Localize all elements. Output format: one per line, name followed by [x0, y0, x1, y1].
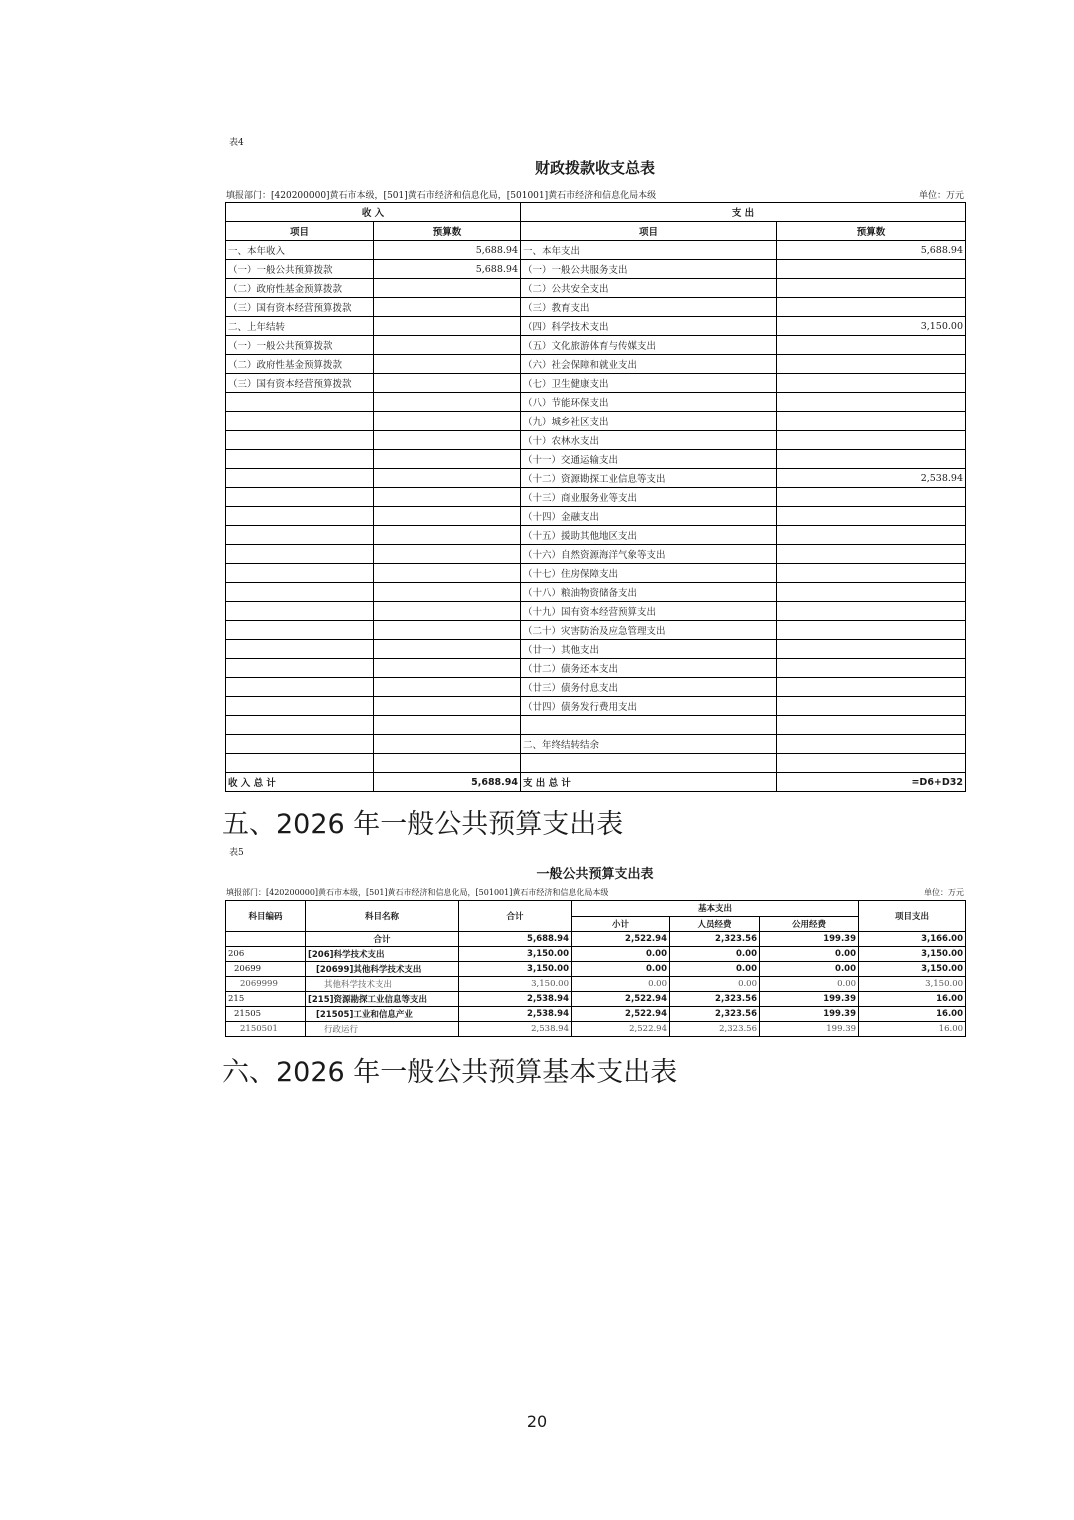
- expense-item-header: 项目: [521, 222, 777, 241]
- personnel-value: 0.00: [670, 947, 760, 962]
- income-item: [226, 431, 374, 450]
- expense-budget: [777, 545, 966, 564]
- table4-row: [226, 754, 966, 773]
- subject-name: [206]科学技术支出: [306, 947, 459, 962]
- expense-item: （十四）金融支出: [521, 507, 777, 526]
- expense-budget: [777, 336, 966, 355]
- expense-budget: [777, 355, 966, 374]
- table4-row: [226, 640, 966, 659]
- subject-name: 其他科学技术支出: [306, 977, 459, 992]
- table4-row: [226, 526, 966, 545]
- total-value: 2,538.94: [459, 1007, 572, 1022]
- table4-row: [226, 564, 966, 583]
- expense-budget: [777, 621, 966, 640]
- income-item: [226, 735, 374, 754]
- expense-item: （八）节能环保支出: [521, 393, 777, 412]
- expense-item: （九）城乡社区支出: [521, 412, 777, 431]
- income-item: （一）一般公共预算拨款: [226, 336, 374, 355]
- income-item: [226, 450, 374, 469]
- table5-row: [226, 932, 966, 947]
- personnel-value: 2,323.56: [670, 1022, 760, 1037]
- income-item: [226, 621, 374, 640]
- expense-item: （三）教育支出: [521, 298, 777, 317]
- expense-budget: [777, 583, 966, 602]
- subject-code: 2150501: [226, 1022, 306, 1037]
- project-value: 3,150.00: [859, 962, 966, 977]
- subject-name: [215]资源勘探工业信息等支出: [306, 992, 459, 1007]
- total-value: 2,538.94: [459, 1022, 572, 1037]
- expense-budget: [777, 488, 966, 507]
- total-value: 3,150.00: [459, 977, 572, 992]
- income-budget: [374, 488, 521, 507]
- heading-section-6: 六、2026 年一般公共预算基本支出表: [222, 1057, 678, 1088]
- table4-row: [226, 241, 966, 260]
- table4-row: [226, 412, 966, 431]
- expense-item: （十一）交通运输支出: [521, 450, 777, 469]
- table4-row: [226, 298, 966, 317]
- income-budget: [374, 279, 521, 298]
- income-budget: [374, 697, 521, 716]
- expense-item: （二）公共安全支出: [521, 279, 777, 298]
- income-budget: [374, 507, 521, 526]
- project-value: 3,166.00: [859, 932, 966, 947]
- income-budget: [374, 678, 521, 697]
- income-budget: [374, 412, 521, 431]
- expense-item: 一、本年支出: [521, 241, 777, 260]
- subtotal-value: 2,522.94: [572, 932, 670, 947]
- income-item: [226, 678, 374, 697]
- income-budget: [374, 317, 521, 336]
- table5-row: [226, 962, 966, 977]
- project-header: 项目支出: [859, 901, 966, 932]
- subject-code: 206: [226, 947, 306, 962]
- subject-code: 2069999: [226, 977, 306, 992]
- table4-total-row: [226, 773, 966, 792]
- income-item: [226, 716, 374, 735]
- expense-item: 二、年终结转结余: [521, 735, 777, 754]
- total-expense-label: 支 出 总 计: [521, 773, 777, 792]
- public-header: 公用经费: [760, 916, 859, 932]
- total-value: 2,538.94: [459, 992, 572, 1007]
- public-value: 0.00: [760, 977, 859, 992]
- income-budget: [374, 640, 521, 659]
- income-item: [226, 640, 374, 659]
- table4-row: [226, 659, 966, 678]
- table5-row: [226, 992, 966, 1007]
- personnel-value: 2,323.56: [670, 932, 760, 947]
- total-value: 3,150.00: [459, 947, 572, 962]
- total-income-label: 收 入 总 计: [226, 773, 374, 792]
- total-header: 合计: [459, 901, 572, 932]
- income-item: [226, 488, 374, 507]
- income-item: [226, 659, 374, 678]
- table4-row: [226, 355, 966, 374]
- expense-item: （十二）资源勘探工业信息等支出: [521, 469, 777, 488]
- income-budget: [374, 621, 521, 640]
- expense-budget: [777, 716, 966, 735]
- subtotal-value: 2,522.94: [572, 992, 670, 1007]
- expense-budget: [777, 526, 966, 545]
- subtotal-value: 0.00: [572, 977, 670, 992]
- expense-budget: [777, 393, 966, 412]
- income-item: [226, 507, 374, 526]
- expense-budget: [777, 735, 966, 754]
- expense-budget: 2,538.94: [777, 469, 966, 488]
- subtotal-value: 0.00: [572, 962, 670, 977]
- income-budget: 5,688.94: [374, 260, 521, 279]
- income-item: 二、上年结转: [226, 317, 374, 336]
- table4-row: [226, 374, 966, 393]
- table4-row: [226, 279, 966, 298]
- table4-row: [226, 697, 966, 716]
- expense-item: （五）文化旅游体育与传媒支出: [521, 336, 777, 355]
- income-item-header: 项目: [226, 222, 374, 241]
- income-item: [226, 583, 374, 602]
- subject-code: 215: [226, 992, 306, 1007]
- subject-code: 20699: [226, 962, 306, 977]
- income-item: [226, 393, 374, 412]
- table4-header-cols: [226, 222, 966, 241]
- income-header: 收 入: [226, 203, 521, 222]
- subject-code: [226, 932, 306, 947]
- subject-name: 行政运行: [306, 1022, 459, 1037]
- subtotal-value: 0.00: [572, 947, 670, 962]
- fiscal-summary-table: [225, 202, 966, 792]
- table4-row: [226, 431, 966, 450]
- personnel-value: 2,323.56: [670, 992, 760, 1007]
- public-value: 199.39: [760, 1022, 859, 1037]
- table4-unit: 单位：万元: [918, 191, 964, 201]
- table4-note: 表4: [229, 138, 244, 148]
- expense-item: （十八）粮油物资储备支出: [521, 583, 777, 602]
- personnel-value: 2,323.56: [670, 1007, 760, 1022]
- income-budget-header: 预算数: [374, 222, 521, 241]
- expense-budget: 5,688.94: [777, 241, 966, 260]
- public-value: 0.00: [760, 947, 859, 962]
- income-budget: [374, 583, 521, 602]
- expense-item: （廿一）其他支出: [521, 640, 777, 659]
- expense-budget: [777, 697, 966, 716]
- income-budget: [374, 545, 521, 564]
- public-value: 199.39: [760, 1007, 859, 1022]
- project-value: 16.00: [859, 992, 966, 1007]
- expense-budget-header: 预算数: [777, 222, 966, 241]
- expense-item: （十三）商业服务业等支出: [521, 488, 777, 507]
- project-value: 16.00: [859, 1022, 966, 1037]
- expense-item: （廿二）债务还本支出: [521, 659, 777, 678]
- income-budget: [374, 450, 521, 469]
- general-budget-expense-table: [225, 900, 966, 1037]
- income-item: [226, 602, 374, 621]
- expense-header: 支 出: [521, 203, 966, 222]
- table4-row: [226, 469, 966, 488]
- income-budget: [374, 716, 521, 735]
- page-number: 20: [526, 1412, 548, 1431]
- table4-row: [226, 393, 966, 412]
- income-budget: [374, 393, 521, 412]
- expense-item: [521, 754, 777, 773]
- table5-header-top: [226, 901, 966, 917]
- income-item: （一）一般公共预算拨款: [226, 260, 374, 279]
- expense-budget: [777, 431, 966, 450]
- name-header: 科目名称: [306, 901, 459, 932]
- income-budget: [374, 431, 521, 450]
- income-item: [226, 469, 374, 488]
- table5-note: 表5: [229, 848, 244, 858]
- total-value: 5,688.94: [459, 932, 572, 947]
- expense-item: （四）科学技术支出: [521, 317, 777, 336]
- income-item: （三）国有资本经营预算拨款: [226, 374, 374, 393]
- subject-name: [20699]其他科学技术支出: [306, 962, 459, 977]
- expense-budget: [777, 260, 966, 279]
- expense-budget: [777, 412, 966, 431]
- expense-item: （十）农林水支出: [521, 431, 777, 450]
- table4-row: [226, 583, 966, 602]
- income-budget: [374, 754, 521, 773]
- expense-budget: [777, 640, 966, 659]
- table5-row: [226, 977, 966, 992]
- income-item: 一、本年收入: [226, 241, 374, 260]
- expense-budget: 3,150.00: [777, 317, 966, 336]
- income-item: [226, 564, 374, 583]
- table4-row: [226, 507, 966, 526]
- subtotal-value: 2,522.94: [572, 1007, 670, 1022]
- total-income-value: 5,688.94: [374, 773, 521, 792]
- expense-item: （七）卫生健康支出: [521, 374, 777, 393]
- expense-budget: [777, 754, 966, 773]
- table4-row: [226, 488, 966, 507]
- table4-row: [226, 260, 966, 279]
- subject-code: 21505: [226, 1007, 306, 1022]
- table4-row: [226, 317, 966, 336]
- income-budget: [374, 735, 521, 754]
- expense-item: （十五）援助其他地区支出: [521, 526, 777, 545]
- expense-budget: [777, 564, 966, 583]
- income-budget: 5,688.94: [374, 241, 521, 260]
- table5-dept: 填报部门：[420200000]黄石市本级，[501]黄石市经济和信息化局，[501001]黄石市经济和信息化局本级: [226, 888, 609, 897]
- code-header: 科目编码: [226, 901, 306, 932]
- expense-budget: [777, 374, 966, 393]
- table4-title: 财政拨款收支总表: [534, 159, 655, 177]
- income-budget: [374, 336, 521, 355]
- table4-row: [226, 678, 966, 697]
- table4-row: [226, 450, 966, 469]
- income-item: （二）政府性基金预算拨款: [226, 279, 374, 298]
- table4-row: [226, 735, 966, 754]
- expense-budget: [777, 298, 966, 317]
- expense-item: （十七）住房保障支出: [521, 564, 777, 583]
- income-budget: [374, 374, 521, 393]
- total-value: 3,150.00: [459, 962, 572, 977]
- expense-item: （一）一般公共服务支出: [521, 260, 777, 279]
- expense-budget: [777, 678, 966, 697]
- subject-name: [21505]工业和信息产业: [306, 1007, 459, 1022]
- public-value: 199.39: [760, 932, 859, 947]
- public-value: 0.00: [760, 962, 859, 977]
- income-item: [226, 697, 374, 716]
- public-value: 199.39: [760, 992, 859, 1007]
- subject-name: 合计: [306, 932, 459, 947]
- expense-budget: [777, 279, 966, 298]
- expense-item: （廿四）债务发行费用支出: [521, 697, 777, 716]
- income-item: [226, 526, 374, 545]
- income-item: [226, 412, 374, 431]
- personnel-value: 0.00: [670, 962, 760, 977]
- expense-item: （二十）灾害防治及应急管理支出: [521, 621, 777, 640]
- table4-dept: 填报部门：[420200000]黄石市本级，[501]黄石市经济和信息化局，[501001]黄石市经济和信息化局本级: [226, 191, 657, 201]
- project-value: 3,150.00: [859, 977, 966, 992]
- personnel-value: 0.00: [670, 977, 760, 992]
- income-budget: [374, 602, 521, 621]
- expense-item: （廿三）债务付息支出: [521, 678, 777, 697]
- table4-row: [226, 621, 966, 640]
- table4-header-group: [226, 203, 966, 222]
- expense-item: （十六）自然资源海洋气象等支出: [521, 545, 777, 564]
- income-item: （二）政府性基金预算拨款: [226, 355, 374, 374]
- income-budget: [374, 298, 521, 317]
- income-budget: [374, 355, 521, 374]
- basic-header: 基本支出: [572, 901, 859, 917]
- project-value: 16.00: [859, 1007, 966, 1022]
- income-budget: [374, 469, 521, 488]
- income-item: [226, 545, 374, 564]
- project-value: 3,150.00: [859, 947, 966, 962]
- expense-budget: [777, 602, 966, 621]
- income-budget: [374, 526, 521, 545]
- expense-item: [521, 716, 777, 735]
- income-item: （三）国有资本经营预算拨款: [226, 298, 374, 317]
- table5-unit: 单位：万元: [924, 888, 964, 897]
- income-item: [226, 754, 374, 773]
- table5-row: [226, 947, 966, 962]
- expense-item: （六）社会保障和就业支出: [521, 355, 777, 374]
- expense-budget: [777, 450, 966, 469]
- personnel-header: 人员经费: [670, 916, 760, 932]
- table4-row: [226, 545, 966, 564]
- income-budget: [374, 564, 521, 583]
- expense-item: （十九）国有资本经营预算支出: [521, 602, 777, 621]
- table4-row: [226, 602, 966, 621]
- expense-budget: [777, 659, 966, 678]
- subtotal-value: 2,522.94: [572, 1022, 670, 1037]
- table4-row: [226, 336, 966, 355]
- table5-title: 一般公共预算支出表: [536, 867, 654, 882]
- total-expense-value: =D6+D32: [777, 773, 966, 792]
- subtotal-header: 小计: [572, 916, 670, 932]
- table5-row: [226, 1022, 966, 1037]
- table5-row: [226, 1007, 966, 1022]
- heading-section-5: 五、2026 年一般公共预算支出表: [222, 809, 624, 840]
- income-budget: [374, 659, 521, 678]
- table4-row: [226, 716, 966, 735]
- expense-budget: [777, 507, 966, 526]
